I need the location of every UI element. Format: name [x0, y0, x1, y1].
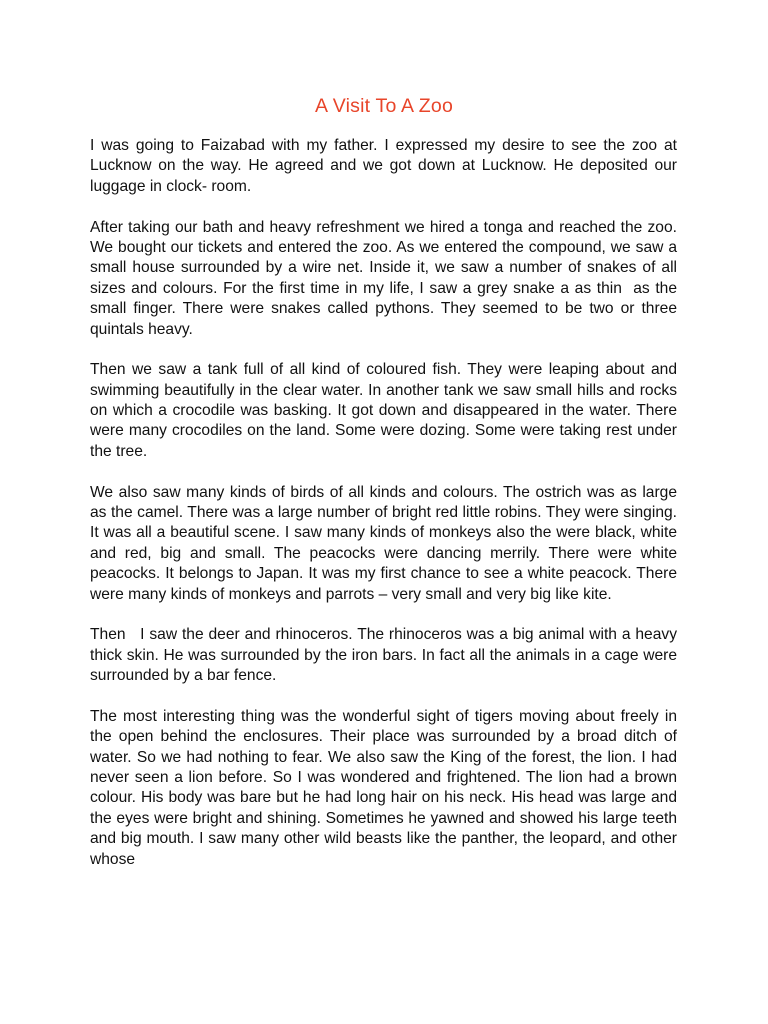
paragraph-1: I was going to Faizabad with my father. I expressed my desire to see the zoo at Lucknow on the way. He agreed and we got down at Lucknow. He deposited our luggage in clock- room.: [90, 137, 682, 195]
document-body: [90, 136, 682, 870]
paragraph-4: We also saw many kinds of birds of all kinds and colours. The ostrich was as large as the camel. There was a large number of bright red little robins. They were singing. It was all a beautiful scene. I saw many kinds of monkeys also the were black, white and red, big and small. The peacocks were dancing merrily. There were white peacocks. It belongs to Japan. It was my first chance to see a white peacock. There were many kinds of monkeys and parrots – very small and very big like kite.: [90, 483, 682, 603]
paragraph-2: After taking our bath and heavy refreshment we hired a tonga and reached the zoo. We bought our tickets and entered the zoo. As we entered the compound, we saw a small house surrounded by a wire net. Inside it, we saw a number of snakes of all sizes and colours. For the first time in my life, I saw a grey snake a as thin as the small finger. There were snakes called pythons. They seemed to be two or three quintals heavy.: [90, 218, 682, 338]
paragraph-3: Then we saw a tank full of all kind of coloured fish. They were leaping about and swimming beautifully in the clear water. In another tank we saw small hills and rocks on which a crocodile was basking. It got down and disappeared in the water. There were many crocodiles on the land. Some were dozing. Some were taking rest under the tree.: [90, 361, 682, 460]
document-title: A Visit To A Zoo: [315, 95, 453, 117]
paragraph-5: Then I saw the deer and rhinoceros. The rhinoceros was a big animal with a heavy thick skin. He was surrounded by the iron bars. In fact all the animals in a cage were surrounded by a bar fence.: [90, 626, 682, 685]
paragraph-6: The most interesting thing was the wonderful sight of tigers moving about freely in the open behind the enclosures. Their place was surrounded by a broad ditch of water. So we had nothing to fear. We also saw the King of the forest, the lion. I had never seen a lion before. So I was wondered and frightened. The lion had a brown colour. His body was bare but he had long hair on his neck. His head was large and the eyes were bright and shining. Sometimes he yawned and showed his large teeth and big mouth. I saw many other wild beasts like the panther, the leopard, and other whose: [90, 707, 682, 868]
